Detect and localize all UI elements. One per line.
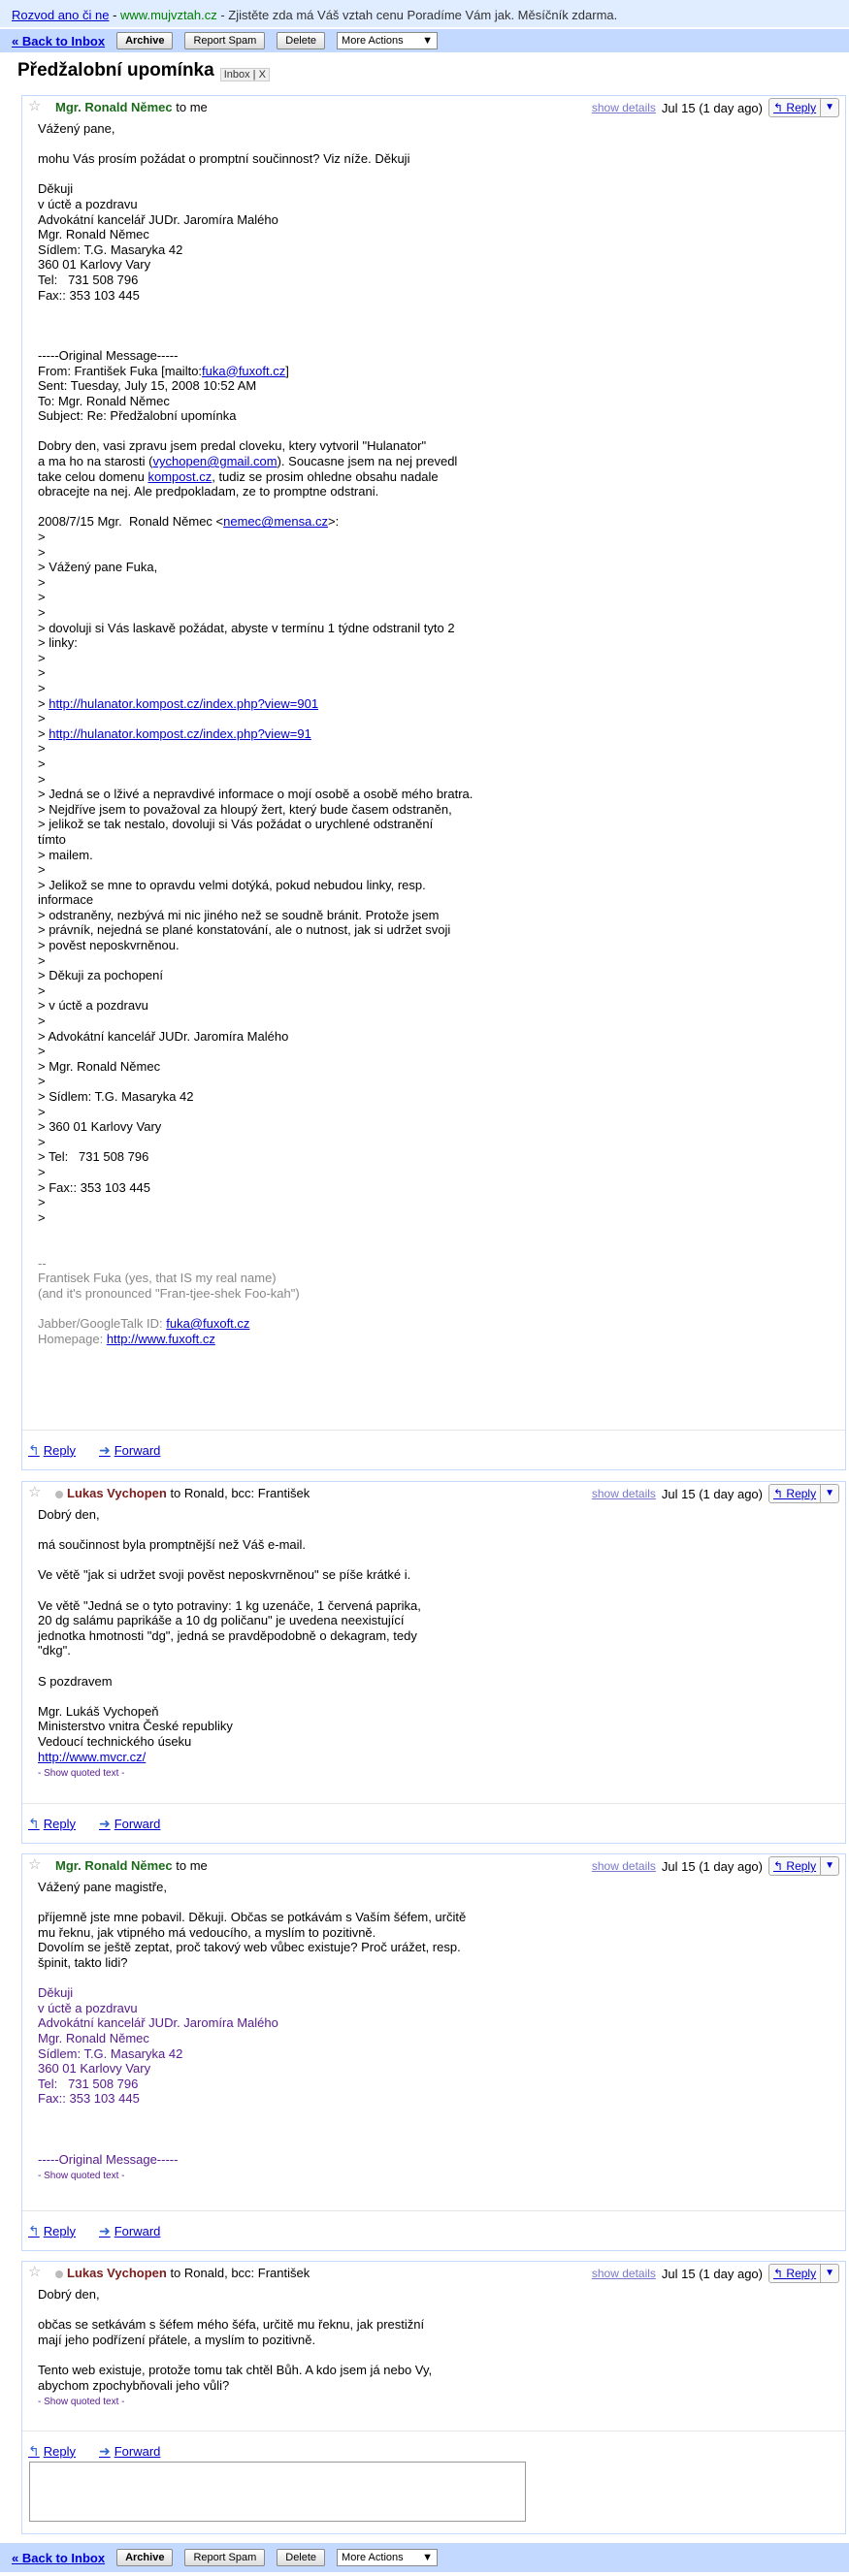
from-line [38,364,830,379]
subject-row [17,60,270,81]
reply-button[interactable] [769,99,820,116]
reply-label: Reply [43,1816,76,1831]
top-toolbar [0,29,849,52]
reply-text-line [38,454,830,469]
show-details-link[interactable]: show details [591,2267,656,2280]
greeting: Dobrý den, [38,1507,100,1522]
show-details-link[interactable]: show details [591,1487,656,1500]
report-spam-button[interactable]: Report Spam [184,32,265,49]
back-to-inbox-link[interactable]: « Back to Inbox [12,2550,106,2565]
presence-icon [55,2270,63,2278]
recipients: to me [172,1858,208,1873]
forward-label: Forward [114,2443,161,2459]
hulanator-link[interactable]: http://hulanator.kompost.cz/index.php?view=901 [49,695,319,711]
inbox-label-chip[interactable]: Inbox | X [220,68,270,81]
signature-line: (and it's pronounced "Fran-tjee-shek Foo-kah") [38,1285,300,1301]
reply-button[interactable] [769,1485,820,1502]
mvcr-link[interactable]: http://www.mvcr.cz/ [38,1749,147,1764]
message-footer [22,2210,845,2250]
star-icon[interactable]: ☆ [28,2264,42,2280]
forward-label: Forward [114,2223,161,2238]
reply-split-button[interactable] [768,98,839,117]
message-body [22,1503,845,1782]
chevron-down-icon[interactable]: ▼ [820,2265,838,2282]
homepage-label: Homepage: [38,1331,107,1346]
quick-reply-textarea[interactable] [29,2462,526,2522]
reply-label: Reply [786,2267,817,2280]
back-to-inbox-link[interactable]: « Back to Inbox [12,33,106,48]
ad-url[interactable]: www.mujvztah.cz [120,8,217,22]
recipients: to me [172,100,208,114]
bottom-toolbar [0,2543,849,2572]
sender-name[interactable]: Lukas Vychopen [67,2266,167,2280]
reply-icon: ↰ [28,2442,40,2459]
ad-separator: - [109,8,121,22]
request-text: mohu Vás prosím požádat o promptní součinnost? Viz níže. Děkuji [38,151,410,167]
presence-icon [55,1491,63,1498]
sender-name[interactable]: Mgr. Ronald Němec [55,100,173,114]
reply-button[interactable] [769,2265,820,2282]
reply-label: Reply [43,2443,76,2459]
message-body [22,1876,845,2184]
message-header[interactable] [22,2262,845,2283]
sender-name[interactable]: Lukas Vychopen [67,1486,167,1500]
forward-icon: ➜ [98,2222,111,2238]
paragraph: Tento web existuje, protože tomu tak chtěl Bůh. A kdo jsem já nebo Vy, abychom zpochybňovali jeho vůli? [38,2362,433,2393]
homepage-link[interactable]: http://www.fuxoft.cz [106,1331,215,1346]
reply-button[interactable] [769,1857,820,1875]
show-quoted-text-toggle[interactable]: - Show quoted text - [38,2171,125,2182]
reply-text-part: a ma ho na starosti ( [38,454,153,469]
show-quoted-text-toggle[interactable]: - Show quoted text - [38,1768,125,1780]
recipients: to Ronald, bcc: František [166,2266,310,2280]
jabber-line [38,1316,830,1332]
paragraph: Ve větě "jak si udržet svoji pověst neposkvrněnou" se píše krátké i. [38,1567,411,1583]
signature-block: Mgr. Lukáš Vychopeň Ministerstvo vnitra České republiky Vedoucí technického úseku [38,1703,233,1749]
reply-label: Reply [786,1859,817,1873]
paragraph: Ve větě "Jedná se o tyto potraviny: 1 kg uzenáče, 1 červená paprika, 20 dg salámu paprikáše a 10 dg poličanu" je uvedena neexistující jednotka hmotnosti "dg", jedná se pravděpodobně o dekagram, tedy "dkg". [38,1597,421,1658]
reply-text-part: , tudiz se prosim ohledne obsahu nadale [212,468,439,484]
more-actions-select[interactable] [337,32,438,49]
reply-label: Reply [786,1487,817,1500]
quoted-link-line: > http://hulanator.kompost.cz/index.php?view=91 [38,725,311,741]
forward-label: Forward [114,1442,161,1458]
greeting: Dobrý den, [38,2287,100,2302]
wrote-suffix: >: [328,514,340,530]
star-icon[interactable]: ☆ [28,98,42,114]
original-message-header: -----Original Message----- [38,347,179,363]
message-1 [21,95,846,1470]
signature-dash: -- [38,1255,47,1271]
ad-bar [0,0,849,27]
chevron-down-icon: ▼ [422,35,434,47]
ad-text: - Zjistěte zda má Váš vztah cenu Poradíme Vám jak. Měsíčník zdarma. [216,8,618,22]
message-footer [22,1803,845,1843]
reply-label: Reply [786,101,817,114]
chevron-down-icon[interactable]: ▼ [820,1485,838,1502]
wrote-prefix: 2008/7/15 Mgr. Ronald Němec < [38,514,224,530]
footer-reply-button[interactable] [28,2443,76,2460]
greeting: Vážený pane magistře, [38,1880,167,1894]
reply-split-button[interactable] [768,1484,839,1503]
message-footer [22,1430,845,1469]
reply-label: Reply [43,1442,76,1458]
footer-forward-button[interactable] [99,2223,160,2239]
report-spam-button[interactable]: Report Spam [184,2549,265,2566]
reply-icon: ↰ [28,2222,40,2238]
greeting: Vážený pane, [38,121,115,136]
quoted-empty-line: > [38,711,46,726]
message-body [22,117,845,1346]
reply-text-part: ). Soucasne jsem na nej prevedl [277,454,458,469]
show-quoted-text-toggle[interactable]: - Show quoted text - [38,2397,125,2408]
quoted-text: > > > > Jedná se o lživé a nepravdivé informace o mojí osobě a osobě mého bratra. > Nejdříve jsem to považoval za hloupý žert, který bude časem odstraněn, > jelikož se tak nestalo, dovoluji si Vás požádat o urychlené odstranění tímto > mailem. > > Jelikož se mne to opravdu velmi dotýká, pokud nebudou linky, resp. informace > odstraněny, nezbývá mi nic jiného než se soudně bránit. Protože jsem > právník, nejedná se plané konstatování, ale o nutnost, jak si udržet svoji > pověst neposkvrněnou. > > Děkuji za pochopení > > v úctě a pozdravu > > Advokátní kancelář JUDr. Jaromíra Malého > > Mgr. Ronald Němec > > Sídlem: T.G. Masaryka 42 > > 360 01 Karlovy Vary > > Tel: 731 508 796 > > Fax:: 353 103 445 > > [38,741,473,1225]
reply-icon: ↰ [773,2267,784,2280]
reply-label: Reply [43,2223,76,2238]
message-date: Jul 15 (1 day ago) [661,1858,763,1874]
delete-button[interactable]: Delete [277,2549,325,2566]
reply-icon: ↰ [28,1441,40,1458]
forward-icon: ➜ [98,1815,111,1831]
delete-button[interactable]: Delete [277,32,325,49]
reply-icon: ↰ [773,1859,784,1873]
reply-icon: ↰ [28,1815,40,1831]
message-header[interactable] [22,1854,845,1876]
reply-split-button[interactable] [768,2264,839,2283]
closing: S pozdravem [38,1673,113,1689]
archive-button[interactable]: Archive [116,32,173,49]
original-message-header: -----Original Message----- [38,2151,179,2167]
recipients: to Ronald, bcc: František [166,1486,310,1500]
jabber-link[interactable]: fuka@fuxoft.cz [166,1315,250,1331]
show-details-link[interactable]: show details [591,1859,656,1873]
footer-forward-button[interactable] [99,2443,160,2460]
page-title: Předžalobní upomínka [17,60,214,80]
message-header[interactable] [22,1482,845,1503]
homepage-line [38,1332,830,1347]
chevron-down-icon[interactable]: ▼ [820,1857,838,1875]
jabber-label: Jabber/GoogleTalk ID: [38,1315,167,1331]
ad-link[interactable]: Rozvod ano či ne [12,8,110,22]
forward-icon: ➜ [98,1441,111,1458]
reply-text-part: take celou domenu [38,468,148,484]
chevron-down-icon[interactable]: ▼ [820,99,838,116]
forward-icon: ➜ [98,2442,111,2459]
wrote-line [38,514,830,530]
quoted-link-line: > http://hulanator.kompost.cz/index.php?view=901 [38,695,319,711]
reply-icon: ↰ [773,1487,784,1500]
signature-line: Frantisek Fuka (yes, that IS my real name) [38,1271,277,1286]
reply-split-button[interactable] [768,1856,839,1876]
signature-block: Děkuji v úctě a pozdravu Advokátní kancelář JUDr. Jaromíra Malého Mgr. Ronald Němec Sídlem: T.G. Masaryka 42 360 01 Karlovy Vary Tel: 731 508 796 Fax:: 353 103 445 [38,181,278,303]
reply-text-line: obracejte na nej. Ale predpokladam, ze to promptne odstrani. [38,484,379,499]
email-link[interactable]: nemec@mensa.cz [223,514,328,530]
message-date: Jul 15 (1 day ago) [661,1486,763,1501]
more-actions-label: More Actions [342,2552,404,2563]
from-email-link[interactable]: fuka@fuxoft.cz [202,363,286,378]
sender-name[interactable]: Mgr. Ronald Němec [55,1858,173,1873]
message-header[interactable] [22,96,845,117]
message-2 [21,1481,846,1844]
footer-reply-button[interactable] [28,1816,76,1832]
paragraph: má součinnost byla promptnější než Váš e-mail. [38,1537,307,1553]
more-actions-select[interactable] [337,2549,438,2566]
message-date: Jul 15 (1 day ago) [661,2266,763,2281]
footer-forward-button[interactable] [99,1816,160,1832]
footer-reply-button[interactable] [28,2223,76,2239]
paragraph: občas se setkávám s šéfem mého šéfa, určitě mu řeknu, jak prestižní mají jeho podřízení přátele, a myslím to pozitivně. [38,2317,425,2347]
subject-line: Subject: Re: Předžalobní upomínka [38,408,237,424]
reply-text-line: Dobry den, vasi zpravu jsem predal cloveku, ktery vytvoril "Hulanator" [38,438,427,454]
to-line: To: Mgr. Ronald Němec [38,393,170,408]
paragraph: příjemně jste mne pobavil. Děkuji. Občas se potkávám s Vaším šéfem, určitě mu řeknu, jak vtipného má vedoucího, a myslím to pozitivně. Dovolím se ještě zeptat, proč takový web vůbec existuje? Proč urážet, resp. špinit, takto lidi? [38,1910,467,1970]
from-prefix: From: František Fuka [mailto: [38,363,203,378]
reply-icon: ↰ [773,101,784,114]
chevron-down-icon: ▼ [422,2552,434,2563]
more-actions-label: More Actions [342,35,404,47]
star-icon[interactable]: ☆ [28,1484,42,1500]
footer-forward-button[interactable] [99,1442,160,1459]
message-body [22,2283,845,2410]
signature-block: Děkuji v úctě a pozdravu Advokátní kancelář JUDr. Jaromíra Malého Mgr. Ronald Němec Sídlem: T.G. Masaryka 42 360 01 Karlovy Vary Tel: 731 508 796 Fax:: 353 103 445 [38,1985,278,2107]
message-3 [21,1853,846,2251]
forward-label: Forward [114,1816,161,1831]
from-suffix: ] [285,363,289,378]
footer-reply-button[interactable] [28,1442,76,1459]
quoted-text: > > > Vážený pane Fuka, > > > > dovoluji si Vás laskavě požádat, abyste v termínu 1 týdne odstranil tyto 2 > linky: > > > [38,530,455,695]
show-details-link[interactable]: show details [591,101,656,114]
sent-line: Sent: Tuesday, July 15, 2008 10:52 AM [38,378,257,394]
email-link[interactable]: vychopen@gmail.com [152,454,278,469]
domain-link[interactable]: kompost.cz [147,468,212,484]
hulanator-link[interactable]: http://hulanator.kompost.cz/index.php?view=91 [49,725,311,741]
archive-button[interactable]: Archive [116,2549,173,2566]
star-icon[interactable]: ☆ [28,1856,42,1873]
reply-text-line [38,469,830,485]
message-date: Jul 15 (1 day ago) [661,100,763,115]
